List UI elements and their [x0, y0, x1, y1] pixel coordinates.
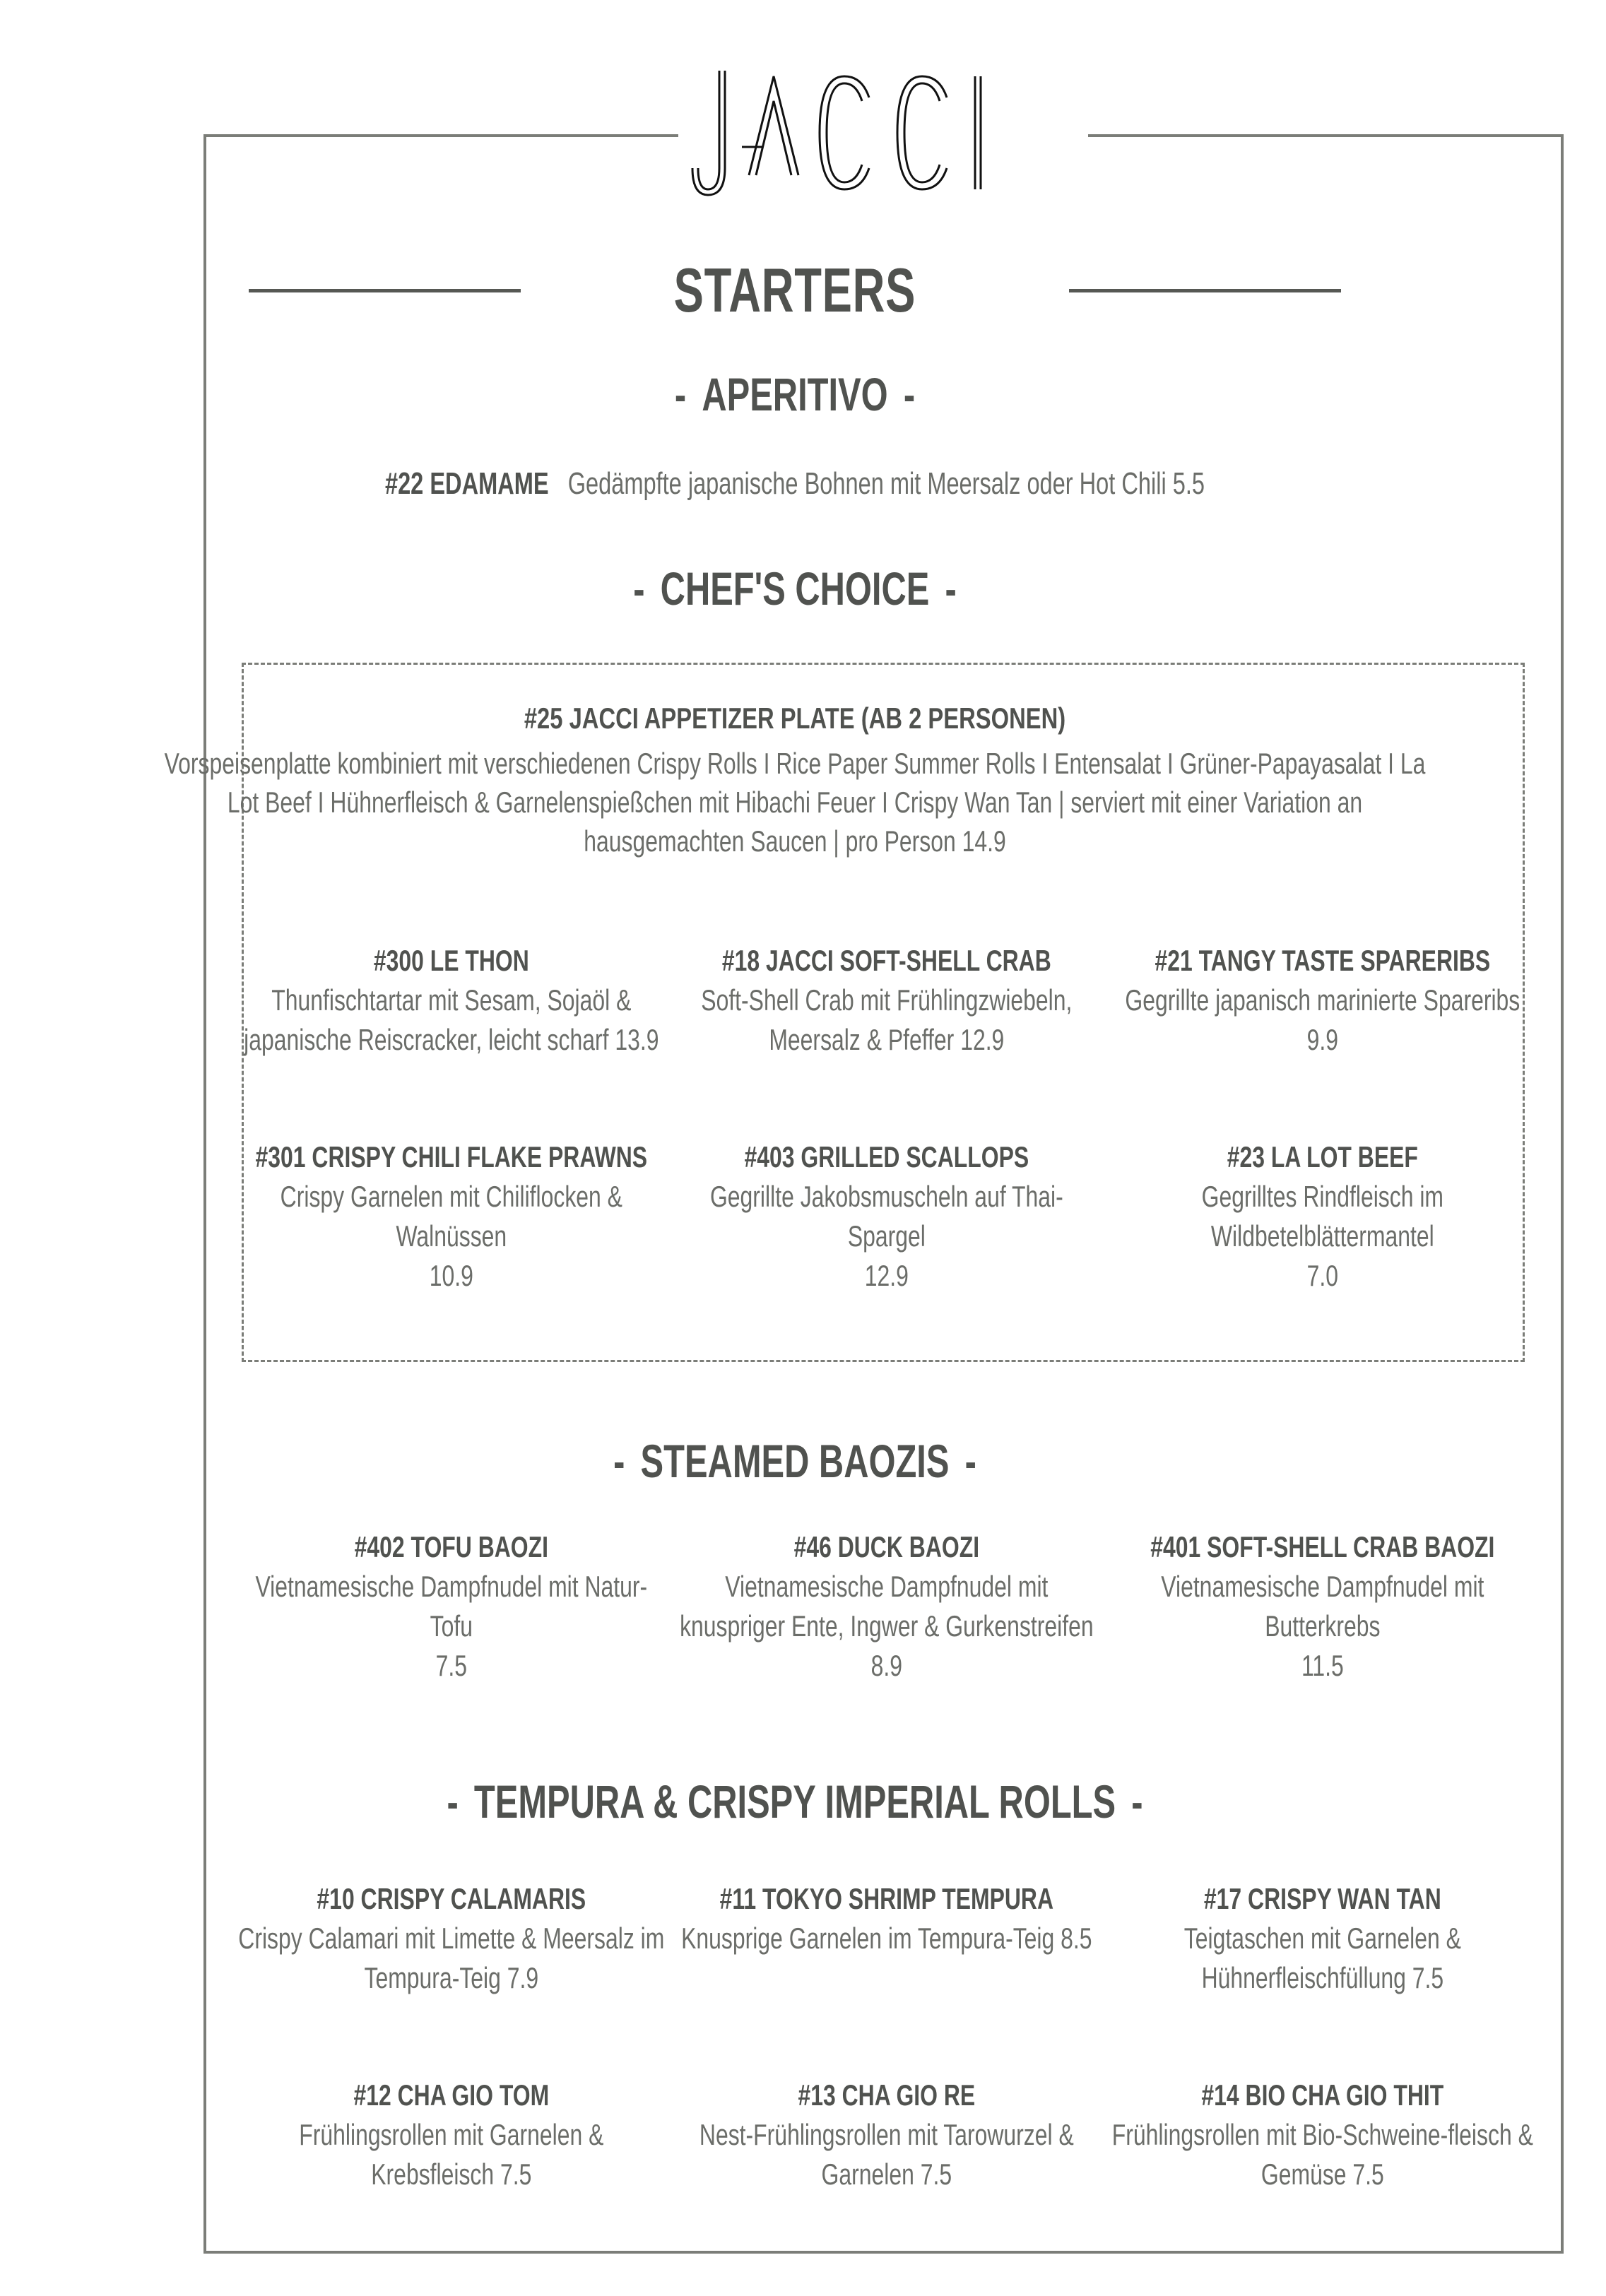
- menu-item: #301 CRISPY CHILI FLAKE PRAWNS Crispy Garnelen mit Chiliflocken & Walnüssen 10.9: [255, 1140, 647, 1292]
- jacci-logo: [692, 60, 1060, 196]
- menu-item: #403 GRILLED SCALLOPS Gegrillte Jakobsmuscheln auf Thai-Spargel 12.9: [710, 1140, 1063, 1292]
- chefs-choice-grid: [233, 941, 1540, 1296]
- menu-item: #17 CRISPY WAN TAN Teigtaschen mit Garnelen & Hühnerfleischfüllung 7.5: [1183, 1882, 1461, 1994]
- menu-item: #12 CHA GIO TOM Frühlingsrollen mit Garnelen & Krebsfleisch 7.5: [298, 2078, 603, 2191]
- page-title: STARTERS: [673, 255, 916, 325]
- page-title-row: [0, 254, 1590, 326]
- divider: [249, 289, 521, 292]
- menu-item: #18 JACCI SOFT-SHELL CRAB Soft-Shell Crab mit Frühlingzwiebeln, Meersalz & Pfeffer 12.9: [701, 944, 1073, 1056]
- menu-item: #13 CHA GIO RE Nest-Frühlingsrollen mit Tarowurzel & Garnelen 7.5: [699, 2078, 1074, 2191]
- tempura-grid: [233, 1879, 1540, 2194]
- section-title-aperitivo: - APERITIVO -: [674, 368, 916, 420]
- baozis-grid: [233, 1527, 1540, 1686]
- menu-item: #300 LE THON Thunfischtartar mit Sesam, Sojaöl & japanische Reiscracker, leicht scharf 13.9: [243, 944, 659, 1056]
- menu-item: #23 LA LOT BEEF Gegrilltes Rindfleisch im Wildbetelblättermantel 7.0: [1201, 1140, 1443, 1292]
- section-title-chefs-choice: - CHEF'S CHOICE -: [633, 562, 957, 615]
- section-title-baozis: - STEAMED BAOZIS -: [613, 1435, 976, 1487]
- menu-item: #14 BIO CHA GIO THIT Frühlingsrollen mit Bio-Schweine-fleisch & Gemüse 7.5: [1111, 2078, 1533, 2191]
- menu-item: #401 SOFT-SHELL CRAB BAOZI Vietnamesische Dampfnudel mit Butterkrebs 11.5: [1150, 1530, 1495, 1682]
- svg-text:JACCI: JACCI: [692, 60, 726, 72]
- divider: [1069, 289, 1341, 292]
- menu-item: #11 TOKYO SHRIMP TEMPURA Knusprige Garnelen im Tempura-Teig 8.5: [681, 1882, 1092, 1955]
- menu-item-edamame: #22 EDAMAME Gedämpfte japanische Bohnen mit Meersalz oder Hot Chili 5.5: [384, 466, 1205, 501]
- menu-item: #10 CRISPY CALAMARIS Crispy Calamari mit Limette & Meersalz im Tempura-Teig 7.9: [237, 1882, 664, 1994]
- menu-item-appetizer-plate: #25 JACCI APPETIZER PLATE (AB 2 PERSONEN) Vorspeisenplatte kombiniert mit verschiedenen Crispy Rolls I Rice Paper Summer Rolls I Entensalat I Grüner-Papayasalat I La Lot Beef I Hühnerfleisch & Garnelenspießchen mit Hibachi Feuer I Crispy Wan Tan | serviert mit einer Variation an hausgemachten Saucen | pro Person 14.9: [164, 702, 1426, 858]
- section-title-tempura: - TEMPURA & CRISPY IMPERIAL ROLLS -: [447, 1775, 1143, 1828]
- menu-item: #402 TOFU BAOZI Vietnamesische Dampfnudel mit Natur-Tofu 7.5: [254, 1530, 647, 1682]
- menu-item: #21 TANGY TASTE SPARERIBS Gegrillte japanisch marinierte Spareribs 9.9: [1125, 944, 1521, 1056]
- menu-item: #46 DUCK BAOZI Vietnamesische Dampfnudel mit knuspriger Ente, Ingwer & Gurkenstreifen 8.9: [680, 1530, 1094, 1682]
